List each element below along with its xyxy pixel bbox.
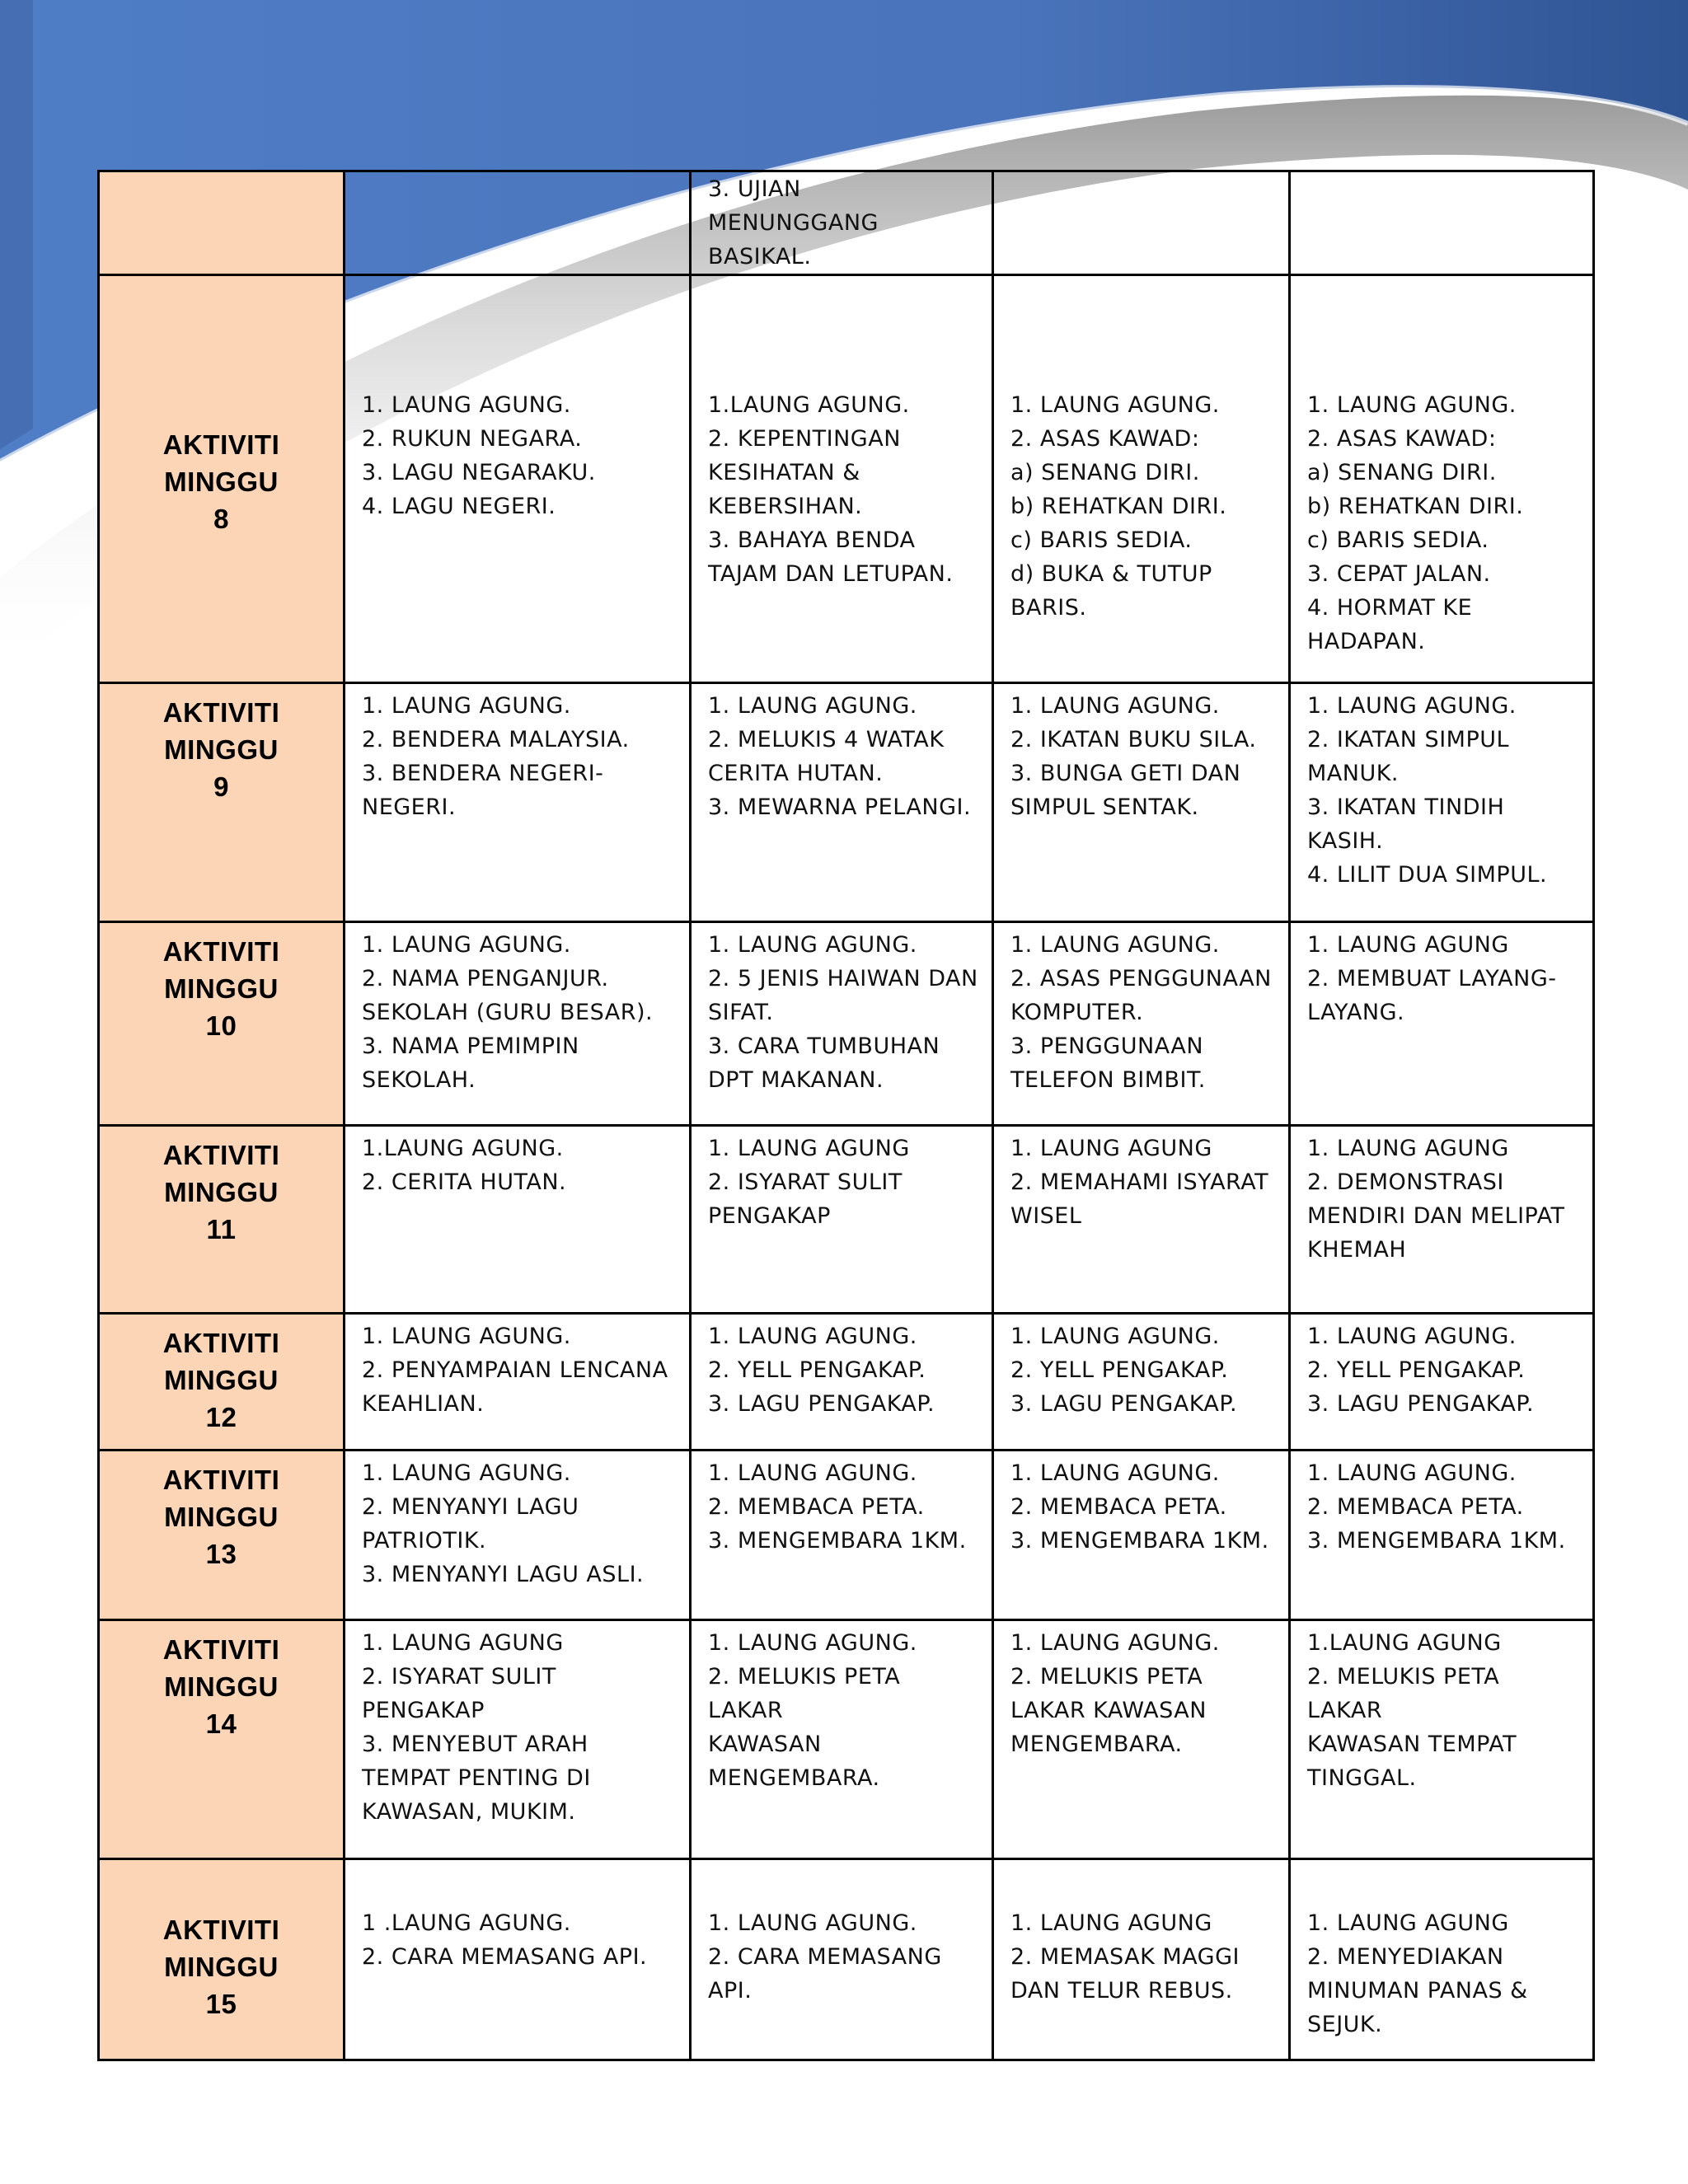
week-label-empty [99, 171, 345, 275]
activity-item: 2. ASAS KAWAD: [1010, 426, 1200, 452]
activity-item: a) SENANG DIRI. [1307, 460, 1497, 485]
activity-item: 2. MEMAHAMI ISYARAT WISEL [1010, 1169, 1269, 1229]
week-label-line: AKTIVITI [162, 936, 280, 967]
activity-item: 2. MELUKIS PETA LAKAR KAWASAN MENGEMBARA. [1010, 1664, 1207, 1757]
activity-item: 4. LILIT DUA SIMPUL. [1307, 862, 1548, 888]
activity-cell [691, 275, 993, 683]
activity-cell [345, 171, 691, 275]
activity-item: 1. LAUNG AGUNG. [1307, 392, 1517, 418]
activity-item: 1. LAUNG AGUNG [1307, 1136, 1509, 1161]
schedule-row [99, 275, 1594, 683]
activity-item: 1. LAUNG AGUNG. [708, 1460, 917, 1486]
week-label-line: AKTIVITI [162, 1140, 280, 1170]
week-label-line: 9 [213, 771, 229, 802]
activity-item: 2. MEMBUAT LAYANG- LAYANG. [1307, 966, 1557, 1025]
schedule-row [99, 1859, 1594, 2060]
activity-item: 3. UJIAN MENUNGGANG BASIKAL. [708, 176, 879, 269]
activity-item: 3. MENYANYI LAGU ASLI. [362, 1562, 645, 1587]
activity-item: 3. MENYEBUT ARAH TEMPAT PENTING DI KAWASAN, MUKIM. [362, 1732, 591, 1825]
week-label-line: MINGGU [164, 1671, 279, 1702]
activity-cell [1290, 275, 1594, 683]
activity-item: 2. 5 JENIS HAIWAN DAN SIFAT. [708, 966, 978, 1025]
week-label [99, 922, 345, 1126]
activity-item: 2. BENDERA MALAYSIA. [362, 727, 630, 752]
activity-item: 4. LAGU NEGERI. [362, 494, 556, 519]
week-label-line: 13 [205, 1539, 237, 1569]
activity-item: 1. LAUNG AGUNG [1010, 1136, 1212, 1161]
activity-item: 1. LAUNG AGUNG [1307, 1910, 1509, 1936]
activity-item: 2. YELL PENGAKAP. [1307, 1357, 1526, 1383]
week-label-line: MINGGU [164, 734, 279, 765]
activity-cell [993, 1314, 1290, 1451]
activity-item: 3. LAGU PENGAKAP. [1010, 1391, 1238, 1417]
activity-item: 2. KEPENTINGAN KESIHATAN & KEBERSIHAN. [708, 426, 901, 519]
week-label-line: AKTIVITI [162, 429, 280, 460]
activity-item: 3. LAGU NEGARAKU. [362, 460, 596, 485]
activity-item: 1. LAUNG AGUNG. [1010, 693, 1220, 719]
activity-item: 3. PENGGUNAAN TELEFON BIMBIT. [1010, 1033, 1206, 1093]
activity-cell [993, 922, 1290, 1126]
activity-item: 1. LAUNG AGUNG [1010, 1910, 1212, 1936]
activity-item: 2. YELL PENGAKAP. [1010, 1357, 1229, 1383]
activity-item: 1. LAUNG AGUNG. [1307, 1324, 1517, 1349]
week-label [99, 1126, 345, 1314]
activity-item: 2. MENYEDIAKAN MINUMAN PANAS & SEJUK. [1307, 1944, 1528, 2037]
activity-item: 3. MENGEMBARA 1KM. [1307, 1528, 1566, 1554]
activity-item: d) BUKA & TUTUP BARIS. [1010, 561, 1212, 621]
activity-item: 2. IKATAN BUKU SILA. [1010, 727, 1257, 752]
activity-item: b) REHATKAN DIRI. [1010, 494, 1227, 519]
activity-cell [345, 1314, 691, 1451]
week-label-line: MINGGU [164, 973, 279, 1004]
week-label [99, 1620, 345, 1859]
activity-item: b) REHATKAN DIRI. [1307, 494, 1524, 519]
activity-cell [691, 1126, 993, 1314]
activity-item: 2. MEMBACA PETA. [708, 1494, 925, 1520]
activity-item: 3. LAGU PENGAKAP. [708, 1391, 935, 1417]
activity-item: 1. LAUNG AGUNG. [1010, 1324, 1220, 1349]
activity-schedule-table [97, 170, 1595, 2061]
activity-item: 1. LAUNG AGUNG [1307, 932, 1509, 958]
activity-item: 1. LAUNG AGUNG. [362, 1324, 571, 1349]
activity-item: 2. MEMASAK MAGGI DAN TELUR REBUS. [1010, 1944, 1240, 2004]
activity-item: 1. LAUNG AGUNG. [362, 693, 571, 719]
activity-item: 2. CERITA HUTAN. [362, 1169, 567, 1195]
week-label-line: AKTIVITI [162, 1634, 280, 1665]
activity-cell [993, 1126, 1290, 1314]
activity-item: 1. LAUNG AGUNG. [1307, 1460, 1517, 1486]
activity-item: 1. LAUNG AGUNG. [1010, 1630, 1220, 1656]
activity-item: 2. ASAS KAWAD: [1307, 426, 1497, 452]
activity-item: 3. BUNGA GETI DAN SIMPUL SENTAK. [1010, 761, 1241, 820]
activity-item: 2. NAMA PENGANJUR. SEKOLAH (GURU BESAR). [362, 966, 654, 1025]
week-label-line: AKTIVITI [162, 697, 280, 728]
activity-item: 2. ISYARAT SULIT PENGAKAP [708, 1169, 903, 1229]
week-label-line: 15 [205, 1989, 237, 2019]
activity-item: 2. MELUKIS PETA LAKAR KAWASAN MENGEMBARA. [708, 1664, 901, 1791]
week-label [99, 1314, 345, 1451]
week-label [99, 683, 345, 922]
week-label [99, 1451, 345, 1620]
activity-item: 1. LAUNG AGUNG. [362, 932, 571, 958]
activity-cell [345, 1451, 691, 1620]
week-label-line: 12 [205, 1402, 237, 1432]
week-label-line: AKTIVITI [162, 1328, 280, 1358]
activity-cell [345, 1859, 691, 2060]
activity-cell [993, 1620, 1290, 1859]
activity-item: 1 .LAUNG AGUNG. [362, 1910, 571, 1936]
activity-item: 2. IKATAN SIMPUL MANUK. [1307, 727, 1510, 786]
activity-item: 2. MENYANYI LAGU PATRIOTIK. [362, 1494, 579, 1554]
activity-item: 3. IKATAN TINDIH KASIH. [1307, 794, 1505, 854]
activity-item: 3. CEPAT JALAN. [1307, 561, 1491, 587]
activity-cell [345, 1620, 691, 1859]
schedule-row [99, 683, 1594, 922]
activity-cell [345, 1126, 691, 1314]
week-label-line: MINGGU [164, 1502, 279, 1532]
activity-cell [345, 275, 691, 683]
schedule-row [99, 1126, 1594, 1314]
activity-cell [1290, 922, 1594, 1126]
week-label-line: 8 [213, 504, 229, 534]
activity-cell [1290, 683, 1594, 922]
activity-cell [1290, 171, 1594, 275]
activity-item: c) BARIS SEDIA. [1307, 527, 1489, 553]
activity-item: 2. DEMONSTRASI MENDIRI DAN MELIPAT KHEMAH [1307, 1169, 1565, 1263]
activity-cell [1290, 1620, 1594, 1859]
activity-cell [993, 683, 1290, 922]
activity-item: c) BARIS SEDIA. [1010, 527, 1193, 553]
activity-cell [993, 171, 1290, 275]
week-label-line: MINGGU [164, 1177, 279, 1207]
activity-item: 2. CARA MEMASANG API. [708, 1944, 942, 2004]
week-label-line: AKTIVITI [162, 1465, 280, 1495]
schedule-row [99, 1620, 1594, 1859]
activity-item: 3. CARA TUMBUHAN DPT MAKANAN. [708, 1033, 940, 1093]
activity-cell [1290, 1314, 1594, 1451]
activity-cell [691, 1620, 993, 1859]
activity-item: 3. MENGEMBARA 1KM. [1010, 1528, 1269, 1554]
week-label-line: 14 [205, 1708, 237, 1739]
activity-item: 1.LAUNG AGUNG. [362, 1136, 564, 1161]
activity-item: 2. MEMBACA PETA. [1010, 1494, 1227, 1520]
activity-item: 1.LAUNG AGUNG. [708, 392, 910, 418]
activity-item: 2. YELL PENGAKAP. [708, 1357, 926, 1383]
activity-item: 2. MELUKIS PETA LAKAR KAWASAN TEMPAT TINGGAL. [1307, 1664, 1517, 1791]
activity-item: 2. ISYARAT SULIT PENGAKAP [362, 1664, 556, 1723]
activity-item: 1.LAUNG AGUNG [1307, 1630, 1502, 1656]
activity-cell [691, 171, 993, 275]
week-label [99, 275, 345, 683]
schedule-row [99, 1451, 1594, 1620]
activity-cell [345, 922, 691, 1126]
week-label [99, 1859, 345, 2060]
activity-cell [345, 683, 691, 922]
activity-item: 4. HORMAT KE HADAPAN. [1307, 595, 1473, 654]
activity-item: 1. LAUNG AGUNG. [708, 932, 917, 958]
activity-cell [1290, 1859, 1594, 2060]
activity-cell [691, 1451, 993, 1620]
activity-item: 1. LAUNG AGUNG. [708, 1910, 917, 1936]
activity-item: 1. LAUNG AGUNG. [1010, 1460, 1220, 1486]
activity-cell [691, 922, 993, 1126]
week-label-line: MINGGU [164, 1952, 279, 1982]
schedule-row [99, 922, 1594, 1126]
activity-item: 1. LAUNG AGUNG. [362, 1460, 571, 1486]
week-label-line: MINGGU [164, 466, 279, 497]
activity-item: 1. LAUNG AGUNG. [708, 1324, 917, 1349]
activity-item: 3. NAMA PEMIMPIN SEKOLAH. [362, 1033, 579, 1093]
activity-item: 1. LAUNG AGUNG [362, 1630, 564, 1656]
activity-item: 2. CARA MEMASANG API. [362, 1944, 648, 1970]
activity-item: 2. MELUKIS 4 WATAK CERITA HUTAN. [708, 727, 945, 786]
activity-item: 1. LAUNG AGUNG. [1010, 932, 1220, 958]
activity-item: 3. LAGU PENGAKAP. [1307, 1391, 1535, 1417]
activity-item: 2. PENYAMPAIAN LENCANA KEAHLIAN. [362, 1357, 668, 1417]
activity-cell [993, 275, 1290, 683]
activity-cell [691, 683, 993, 922]
activity-item: 3. BAHAYA BENDA TAJAM DAN LETUPAN. [708, 527, 954, 587]
activity-item: a) SENANG DIRI. [1010, 460, 1200, 485]
week-label-line: 11 [206, 1214, 237, 1244]
activity-item: 1. LAUNG AGUNG [708, 1136, 910, 1161]
activity-item: 3. MENGEMBARA 1KM. [708, 1528, 967, 1554]
schedule-row [99, 171, 1594, 275]
activity-item: 2. ASAS PENGGUNAAN KOMPUTER. [1010, 966, 1272, 1025]
activity-item: 1. LAUNG AGUNG. [708, 1630, 917, 1656]
activity-cell [1290, 1451, 1594, 1620]
activity-item: 3. MEWARNA PELANGI. [708, 794, 972, 820]
week-label-line: MINGGU [164, 1365, 279, 1395]
activity-cell [993, 1451, 1290, 1620]
activity-item: 1. LAUNG AGUNG. [708, 693, 917, 719]
activity-item: 1. LAUNG AGUNG. [1307, 693, 1517, 719]
activity-item: 2. RUKUN NEGARA. [362, 426, 583, 452]
activity-cell [691, 1314, 993, 1451]
week-label-line: 10 [205, 1010, 237, 1041]
activity-item: 2. MEMBACA PETA. [1307, 1494, 1524, 1520]
week-label-line: AKTIVITI [162, 1915, 280, 1945]
activity-item: 1. LAUNG AGUNG. [1010, 392, 1220, 418]
schedule-row [99, 1314, 1594, 1451]
activity-item: 1. LAUNG AGUNG. [362, 392, 571, 418]
activity-cell [691, 1859, 993, 2060]
activity-item: 3. BENDERA NEGERI- NEGERI. [362, 761, 604, 820]
activity-cell [1290, 1126, 1594, 1314]
activity-cell [993, 1859, 1290, 2060]
